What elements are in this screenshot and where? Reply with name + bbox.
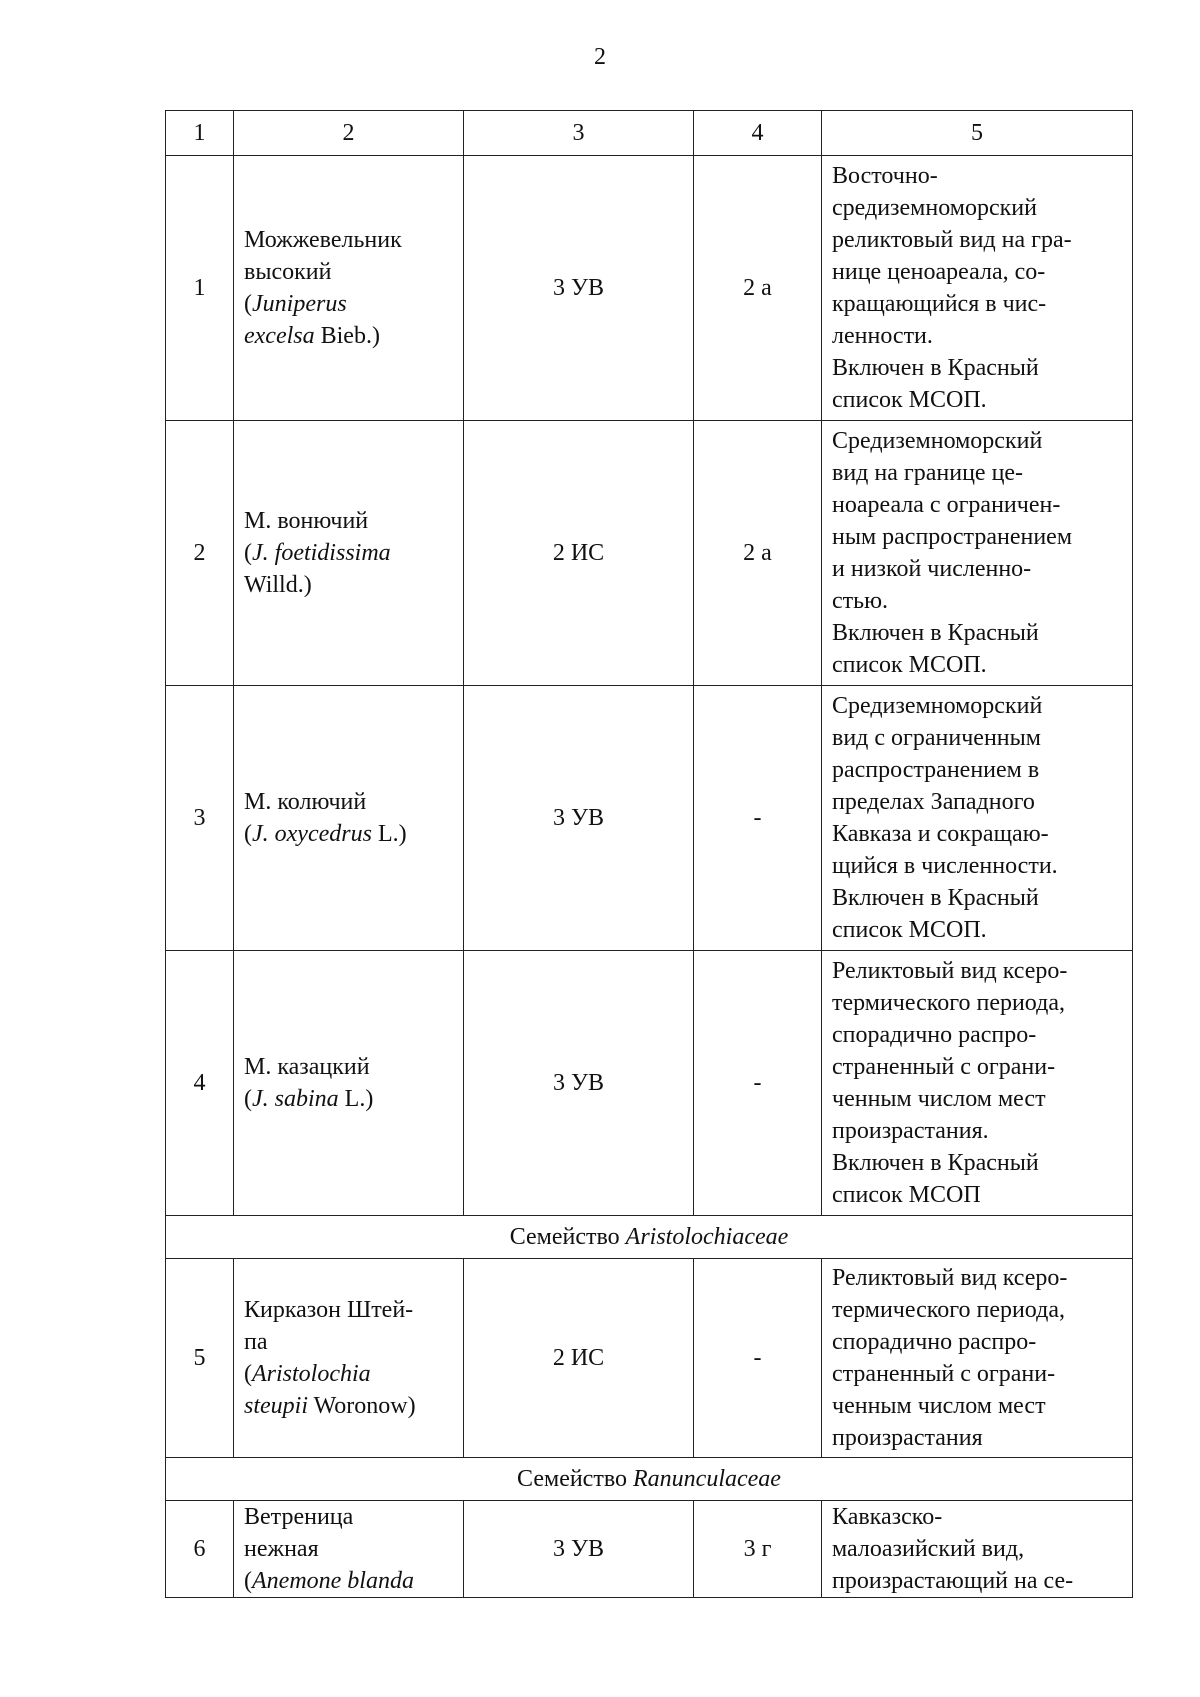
- category-cell: 3 УВ: [464, 1501, 694, 1598]
- header-cell: 3: [464, 111, 694, 156]
- species-name-line: М. вонючий: [244, 508, 369, 534]
- note-line: произрастающий на се-: [832, 1568, 1074, 1594]
- note-cell: [822, 951, 1133, 1216]
- category-cell: 3 УВ: [464, 156, 694, 421]
- note-line: Средиземноморский: [832, 693, 1043, 719]
- species-name-cell: [234, 951, 464, 1216]
- species-latin-line: [244, 288, 457, 320]
- note-line: ченным числом мест: [832, 1393, 1046, 1419]
- species-name-cell: [234, 1501, 464, 1598]
- latin-suffix: Woronow): [308, 1393, 416, 1419]
- page-number: 2: [594, 44, 606, 70]
- note-line: Реликтовый вид ксеро-: [832, 958, 1068, 984]
- latin-name: steupii: [244, 1393, 308, 1419]
- note-line: Восточно-: [832, 163, 938, 189]
- latin-prefix: (: [244, 821, 252, 847]
- note-line: Реликтовый вид ксеро-: [832, 1265, 1068, 1291]
- species-name-line: М. колючий: [244, 789, 367, 815]
- note-line: нице ценоареала, со-: [832, 259, 1046, 285]
- note-line: стью.: [832, 588, 889, 614]
- category-cell: 2 ИС: [464, 1259, 694, 1458]
- latin-name: J. sabina: [252, 1086, 339, 1112]
- latin-prefix: (: [244, 540, 252, 566]
- table-row: [166, 1501, 1133, 1598]
- latin-name: J. oxycedrus: [252, 821, 372, 847]
- status-cell: -: [694, 1259, 822, 1458]
- species-name-cell: [234, 421, 464, 686]
- species-name-line: М. казацкий: [244, 1054, 370, 1080]
- species-latin-line: [244, 537, 457, 569]
- note-line: и низкой численно-: [832, 556, 1032, 582]
- note-line: термического периода,: [832, 1297, 1065, 1323]
- row-number: 5: [166, 1259, 234, 1458]
- note-line: страненный с ограни-: [832, 1054, 1056, 1080]
- status-cell: 2 а: [694, 421, 822, 686]
- note-cell: [822, 156, 1133, 421]
- row-number: 3: [166, 686, 234, 951]
- species-name-line: нежная: [244, 1536, 319, 1562]
- latin-name: Juniperus: [252, 291, 347, 317]
- note-line: Кавказа и сокращаю-: [832, 821, 1049, 847]
- note-line: произрастания: [832, 1425, 983, 1451]
- status-cell: -: [694, 686, 822, 951]
- note-cell: [822, 1501, 1133, 1598]
- note-line: средиземноморский: [832, 195, 1037, 221]
- note-line: произрастания.: [832, 1118, 989, 1144]
- table-row: [166, 951, 1133, 1216]
- species-latin-line: [244, 1358, 457, 1390]
- family-heading: [166, 1216, 1133, 1259]
- header-cell: 2: [234, 111, 464, 156]
- species-latin-line: [244, 1390, 457, 1422]
- category-cell: 3 УВ: [464, 951, 694, 1216]
- species-name-line: Ветреница: [244, 1504, 354, 1530]
- species-name-cell: [234, 1259, 464, 1458]
- note-cell: [822, 1259, 1133, 1458]
- note-line: Кавказско-: [832, 1504, 943, 1530]
- note-line: список МСОП.: [832, 387, 987, 413]
- note-line: щийся в численности.: [832, 853, 1058, 879]
- row-number: 4: [166, 951, 234, 1216]
- family-row: [166, 1216, 1133, 1259]
- category-cell: 2 ИС: [464, 421, 694, 686]
- note-line: спорадично распро-: [832, 1022, 1037, 1048]
- family-prefix: Семейство: [517, 1466, 633, 1492]
- latin-prefix: (: [244, 1568, 252, 1594]
- species-name-line: Кирказон Штей-: [244, 1297, 414, 1323]
- latin-suffix: L.): [371, 821, 407, 847]
- species-name-line: Willd.): [244, 572, 312, 598]
- species-latin-line: [244, 320, 457, 352]
- latin-name: Aristolochia: [252, 1361, 371, 1387]
- note-line: страненный с ограни-: [832, 1361, 1056, 1387]
- table-row: [166, 421, 1133, 686]
- note-line: список МСОП: [832, 1182, 981, 1208]
- header-row: [166, 111, 1133, 156]
- note-line: реликтовый вид на гра-: [832, 227, 1072, 253]
- note-line: пределах Западного: [832, 789, 1035, 815]
- note-line: Включен в Красный: [832, 620, 1039, 646]
- family-latin-name: Ranunculaceae: [633, 1466, 781, 1492]
- species-latin-line: [244, 818, 457, 850]
- family-heading: [166, 1458, 1133, 1501]
- note-line: Включен в Красный: [832, 1150, 1039, 1176]
- note-line: малоазийский вид,: [832, 1536, 1025, 1562]
- species-name-cell: [234, 156, 464, 421]
- row-number: 1: [166, 156, 234, 421]
- latin-prefix: (: [244, 1086, 252, 1112]
- note-line: ленности.: [832, 323, 933, 349]
- latin-prefix: (: [244, 1361, 252, 1387]
- species-latin-line: [244, 1083, 457, 1115]
- table-row: [166, 686, 1133, 951]
- table-row: [166, 1259, 1133, 1458]
- note-line: вид на границе це-: [832, 460, 1024, 486]
- note-cell: [822, 421, 1133, 686]
- header-cell: 5: [822, 111, 1133, 156]
- species-table: [165, 110, 1133, 1598]
- latin-suffix: Bieb.): [314, 323, 380, 349]
- row-number: 6: [166, 1501, 234, 1598]
- species-name-line: высокий: [244, 259, 332, 285]
- header-cell: 1: [166, 111, 234, 156]
- note-line: список МСОП.: [832, 652, 987, 678]
- species-latin-line: [244, 1565, 457, 1597]
- note-line: термического периода,: [832, 990, 1065, 1016]
- note-line: ноареала с ограничен-: [832, 492, 1061, 518]
- header-cell: 4: [694, 111, 822, 156]
- note-line: кращающийся в чис-: [832, 291, 1047, 317]
- row-number: 2: [166, 421, 234, 686]
- note-line: Средиземноморский: [832, 428, 1043, 454]
- note-line: Включен в Красный: [832, 355, 1039, 381]
- table-row: [166, 156, 1133, 421]
- note-cell: [822, 686, 1133, 951]
- species-name-cell: [234, 686, 464, 951]
- note-line: ченным числом мест: [832, 1086, 1046, 1112]
- species-name-line: па: [244, 1329, 268, 1355]
- latin-name: excelsa: [244, 323, 315, 349]
- family-prefix: Семейство: [509, 1224, 626, 1250]
- category-cell: 3 УВ: [464, 686, 694, 951]
- status-cell: -: [694, 951, 822, 1216]
- latin-name: J. foetidissima: [252, 540, 391, 566]
- latin-suffix: L.): [338, 1086, 374, 1112]
- note-line: распространением в: [832, 757, 1040, 783]
- species-name-line: Можжевельник: [244, 227, 402, 253]
- latin-prefix: (: [244, 291, 252, 317]
- note-line: список МСОП.: [832, 917, 987, 943]
- status-cell: 3 г: [694, 1501, 822, 1598]
- latin-name: Anemone blanda: [252, 1568, 414, 1594]
- note-line: ным распространением: [832, 524, 1073, 550]
- note-line: Включен в Красный: [832, 885, 1039, 911]
- note-line: спорадично распро-: [832, 1329, 1037, 1355]
- status-cell: 2 а: [694, 156, 822, 421]
- note-line: вид с ограниченным: [832, 725, 1041, 751]
- family-row: [166, 1458, 1133, 1501]
- family-latin-name: Aristolochiaceae: [625, 1224, 789, 1250]
